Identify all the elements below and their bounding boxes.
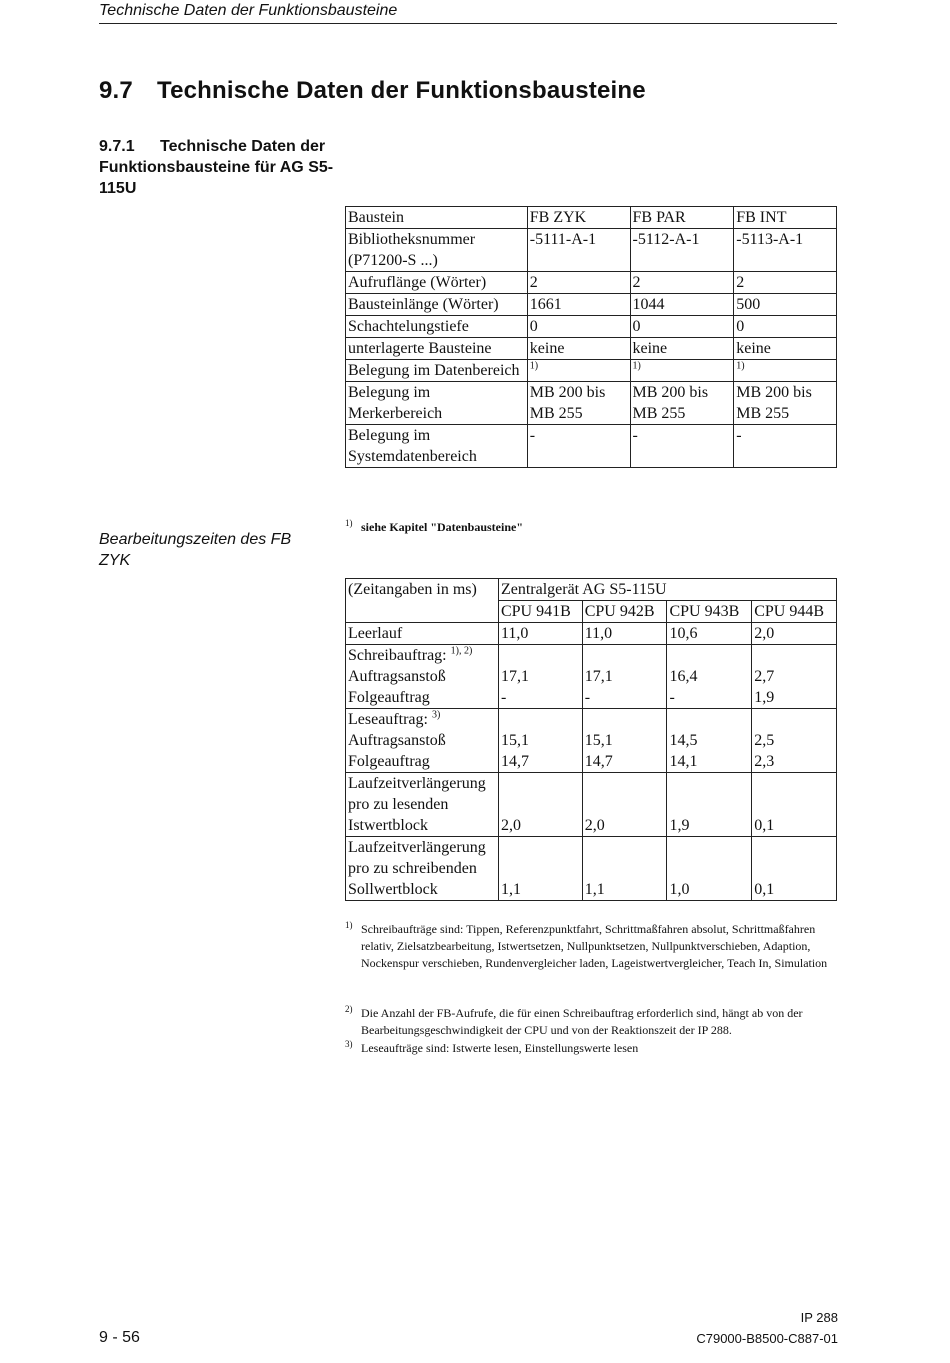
- cell: 1,9: [667, 773, 752, 837]
- cell: -: [527, 425, 630, 468]
- cell: 2: [630, 272, 734, 294]
- footnote-text: Die Anzahl der FB-Aufrufe, die für einen Schreibauftrag erforderlich sind, hängt ab von der Bearbeitungsgeschwindigkeit der CPU und von der Reaktionszeit der IP 288.: [361, 1006, 803, 1037]
- table-row: [346, 623, 837, 645]
- cell: 2,0: [582, 773, 667, 837]
- subsection-heading: [99, 136, 339, 199]
- cell: 11,0: [498, 623, 582, 645]
- cell: 16,4 -: [667, 645, 752, 709]
- table-row: [346, 316, 837, 338]
- cpu-header: CPU 943B: [667, 601, 752, 623]
- cell: 10,6: [667, 623, 752, 645]
- cell: [527, 360, 630, 382]
- table2-footnote-1: [345, 921, 840, 972]
- subsection-title: Technische Daten der Funktionsbausteine für AG S5-115U: [99, 138, 334, 197]
- table-row: [346, 360, 837, 382]
- cell: 2: [734, 272, 837, 294]
- footnote-text: Leseaufträge sind: Istwerte lesen, Einstellungswerte lesen: [361, 1041, 639, 1055]
- table1-footnote: [345, 519, 840, 536]
- row-label-line: pro zu schreibenden: [348, 860, 477, 877]
- table-row: [346, 425, 837, 468]
- cell: -: [734, 425, 837, 468]
- cell: -5112-A-1: [630, 229, 734, 272]
- cell: -5113-A-1: [734, 229, 837, 272]
- cell: [734, 360, 837, 382]
- row-label-head: Leseauftrag:: [348, 711, 428, 728]
- footnote-ref: 3): [431, 709, 441, 721]
- cell: 1044: [630, 294, 734, 316]
- table2-footnote-2: [345, 1005, 840, 1039]
- row-label: [346, 709, 499, 773]
- footnote-text: siehe Kapitel "Datenbausteine": [361, 520, 523, 534]
- row-label-line: Laufzeitverlängerung: [348, 775, 486, 792]
- header-cell-baustein: Baustein: [346, 207, 528, 229]
- row-label-line: Folgeauftrag: [348, 689, 430, 706]
- table-row: [346, 294, 837, 316]
- table-header-row: [346, 579, 837, 601]
- footnote-ref: 1), 2): [450, 645, 473, 657]
- cpu-header: CPU 942B: [582, 601, 667, 623]
- cell: 17,1 -: [582, 645, 667, 709]
- row-label: Bibliotheksnummer (P71200-S ...): [346, 229, 528, 272]
- cell: 0: [527, 316, 630, 338]
- row-label: Aufruflänge (Wörter): [346, 272, 528, 294]
- cell: 2: [527, 272, 630, 294]
- cell: MB 200 bis MB 255: [734, 382, 837, 425]
- group-header: Zentralgerät AG S5-115U: [498, 579, 836, 601]
- cell: 2,0: [752, 623, 837, 645]
- cell: 1,1: [498, 837, 582, 901]
- footnote-mark: 1): [345, 518, 353, 528]
- table2-footnote-3: [345, 1040, 840, 1057]
- cell: MB 200 bis MB 255: [527, 382, 630, 425]
- header-cell-fb-int: FB INT: [734, 207, 837, 229]
- row-label: Bausteinlänge (Wörter): [346, 294, 528, 316]
- cell: 17,1 -: [498, 645, 582, 709]
- footnote-ref: 1): [529, 360, 539, 372]
- row-label: Belegung im Datenbereich: [346, 360, 528, 382]
- cell: 15,1 14,7: [582, 709, 667, 773]
- table-row: [346, 773, 837, 837]
- cell: 2,5 2,3: [752, 709, 837, 773]
- cell: 500: [734, 294, 837, 316]
- cell: 0: [630, 316, 734, 338]
- cell: 2,7 1,9: [752, 645, 837, 709]
- row-label: [346, 773, 499, 837]
- cell: -: [630, 425, 734, 468]
- section-number: 9.7: [99, 77, 133, 104]
- corner-cell: (Zeitangaben in ms): [346, 579, 499, 623]
- table-row: [346, 645, 837, 709]
- running-header: Technische Daten der Funktionsbausteine: [99, 0, 837, 24]
- row-label: [346, 837, 499, 901]
- cell: 0: [734, 316, 837, 338]
- footnote-mark: 3): [345, 1039, 353, 1049]
- row-label: [346, 645, 499, 709]
- subsection-number: 9.7.1: [99, 138, 135, 155]
- row-label-line: Laufzeitverlängerung: [348, 839, 486, 856]
- cell: -5111-A-1: [527, 229, 630, 272]
- footnote-ref: 1): [736, 360, 745, 372]
- header-cell-fb-zyk: FB ZYK: [527, 207, 630, 229]
- cell: 1661: [527, 294, 630, 316]
- page-number: 9 - 56: [99, 1329, 140, 1346]
- cell: 1,0: [667, 837, 752, 901]
- table2-caption: Bearbeitungszeiten des FB ZYK: [99, 531, 292, 569]
- footnote-mark: 2): [345, 1004, 353, 1014]
- cell: 0,1: [752, 773, 837, 837]
- cell: 2,0: [498, 773, 582, 837]
- table-row: [346, 382, 837, 425]
- row-label-head: Schreibauftrag:: [348, 647, 447, 664]
- cell: 15,1 14,7: [498, 709, 582, 773]
- cell: keine: [527, 338, 630, 360]
- row-label-line: Auftragsanstoß: [348, 732, 446, 749]
- cell: 11,0: [582, 623, 667, 645]
- row-label: Leerlauf: [346, 623, 499, 645]
- row-label: Belegung im Systemdatenbereich: [346, 425, 528, 468]
- cell: keine: [630, 338, 734, 360]
- order-number: C79000-B8500-C887-01: [696, 1331, 838, 1346]
- row-label: unterlagerte Bausteine: [346, 338, 528, 360]
- table-row: [346, 229, 837, 272]
- cell: 14,5 14,1: [667, 709, 752, 773]
- cell: [630, 360, 734, 382]
- technical-data-table: [345, 206, 837, 468]
- row-label-line: Sollwertblock: [348, 881, 438, 898]
- footnote-text: Schreibaufträge sind: Tippen, Referenzpunktfahrt, Schrittmaßfahren absolut, Schrittmaßfahren relativ, Zielsatzbearbeitung, Istwertsetzen, Nullpunktsetzen, Nullpunktverschieben, Adaption, Nockenspur verschieben, Rundenvergleicher laden, Lageistwertvergleicher, Teach In, Simulation: [361, 922, 828, 970]
- row-label-line: pro zu lesenden: [348, 796, 449, 813]
- table-row: [346, 709, 837, 773]
- header-cell-fb-par: FB PAR: [630, 207, 734, 229]
- processing-times-table: [345, 578, 837, 901]
- row-label-line: Istwertblock: [348, 817, 428, 834]
- cpu-header: CPU 941B: [498, 601, 582, 623]
- section-heading: [99, 77, 646, 105]
- row-label: Schachtelungstiefe: [346, 316, 528, 338]
- footnote-ref: 1): [632, 360, 641, 372]
- cell: keine: [734, 338, 837, 360]
- cell: 1,1: [582, 837, 667, 901]
- cell: 0,1: [752, 837, 837, 901]
- section-title: Technische Daten der Funktionsbausteine: [157, 77, 646, 104]
- document-name: IP 288: [800, 1310, 838, 1325]
- table-row: [346, 837, 837, 901]
- row-label-line: Auftragsanstoß: [348, 668, 446, 685]
- table-row: [346, 338, 837, 360]
- table-row: [346, 272, 837, 294]
- cell: MB 200 bis MB 255: [630, 382, 734, 425]
- footnote-mark: 1): [345, 920, 353, 930]
- row-label-line: Folgeauftrag: [348, 753, 430, 770]
- table-header-row: [346, 207, 837, 229]
- cpu-header: CPU 944B: [752, 601, 837, 623]
- row-label: Belegung im Merkerbereich: [346, 382, 528, 425]
